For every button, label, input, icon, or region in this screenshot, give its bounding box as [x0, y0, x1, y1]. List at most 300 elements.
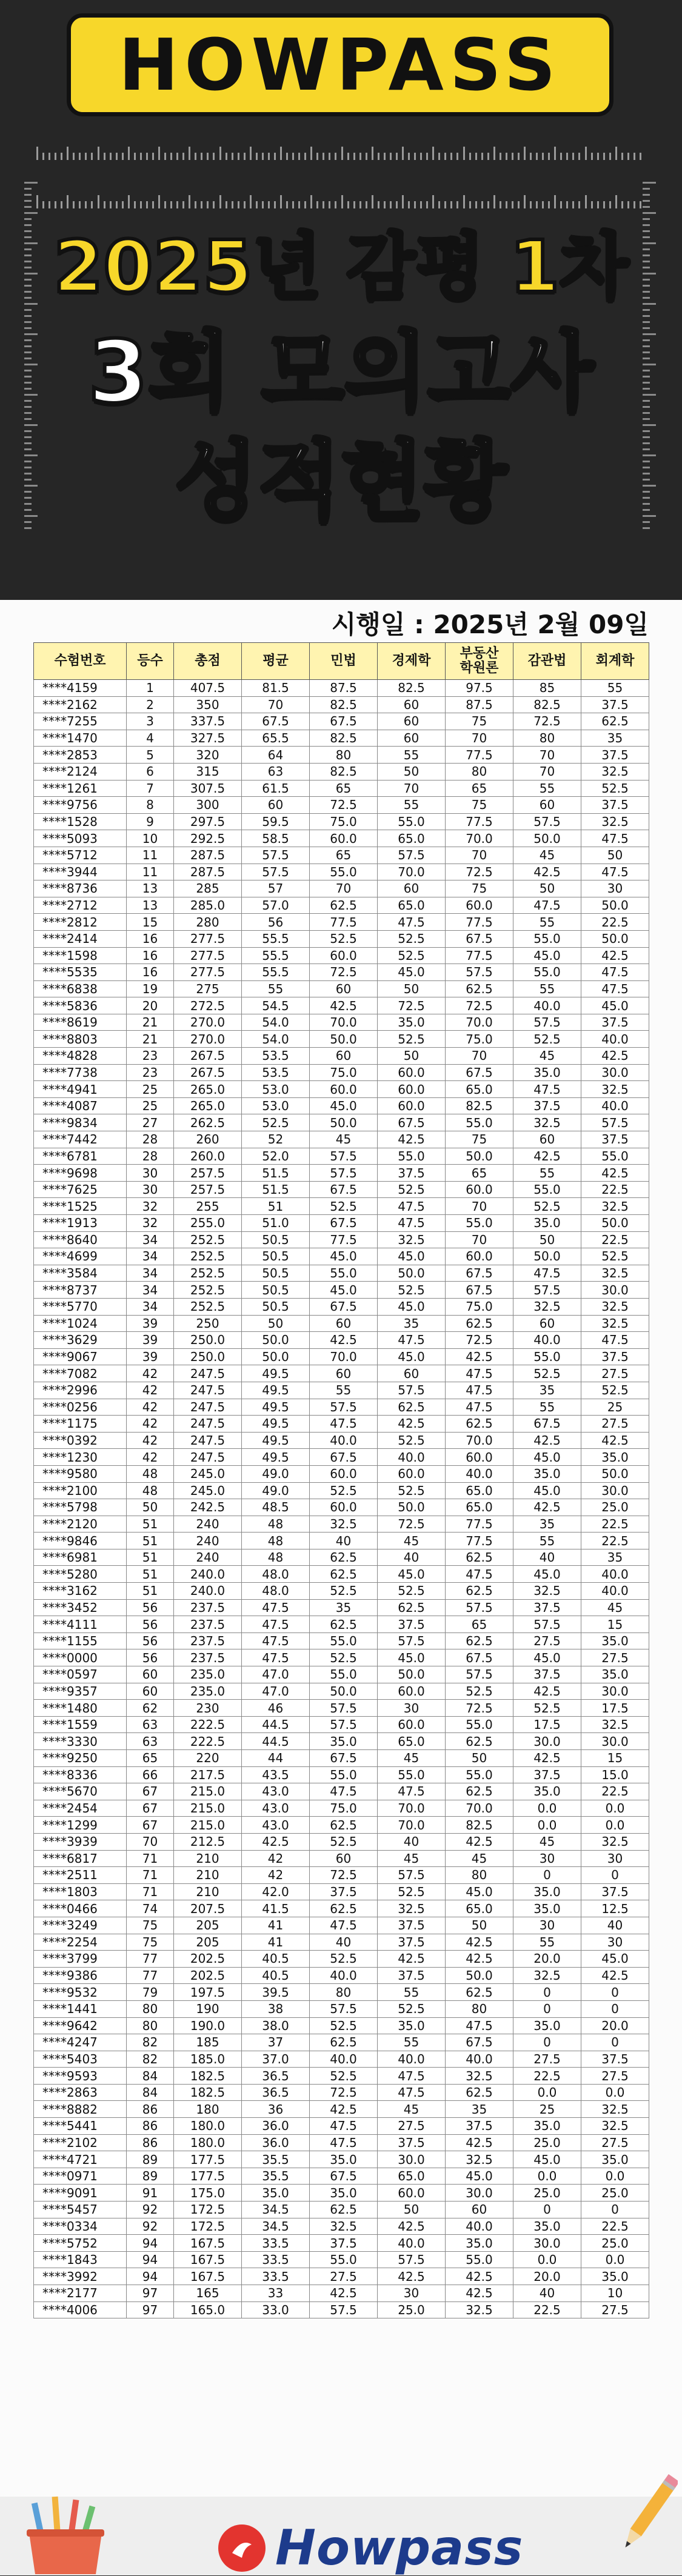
table-row — [34, 1700, 649, 1717]
score-cell: 74 — [127, 1900, 174, 1917]
candidate-id-cell: ****2863 — [34, 2084, 127, 2101]
score-cell: 51 — [242, 1198, 310, 1215]
score-cell: 45.0 — [446, 1883, 513, 1900]
score-cell: 37.5 — [378, 1616, 446, 1633]
score-cell: 175.0 — [174, 2185, 242, 2202]
score-cell: 182.5 — [174, 2084, 242, 2101]
score-cell: 9 — [127, 813, 174, 830]
score-cell: 51 — [127, 1566, 174, 1583]
score-cell: 55.0 — [446, 1215, 513, 1232]
score-cell: 10 — [581, 2285, 649, 2302]
score-cell: 67.5 — [310, 1215, 378, 1232]
score-cell: 45.0 — [446, 2168, 513, 2185]
score-cell: 48.0 — [242, 1583, 310, 1600]
score-cell: 16 — [127, 964, 174, 981]
score-cell: 57.5 — [378, 1382, 446, 1399]
score-cell: 42.5 — [581, 1967, 649, 1984]
score-cell: 92 — [127, 2202, 174, 2218]
score-cell: 35.0 — [513, 1883, 581, 1900]
table-row — [34, 1198, 649, 1215]
score-cell: 52.5 — [513, 1198, 581, 1215]
score-cell: 47.5 — [310, 1917, 378, 1934]
score-cell: 82.5 — [446, 1097, 513, 1114]
score-cell: 67.5 — [446, 1064, 513, 1081]
score-cell: 45 — [513, 847, 581, 864]
score-cell: 42 — [127, 1365, 174, 1382]
score-cell: 35.0 — [446, 2235, 513, 2252]
score-cell: 94 — [127, 2235, 174, 2252]
score-cell: 35.0 — [581, 1632, 649, 1649]
score-cell: 37.5 — [581, 1348, 649, 1365]
score-cell: 62.5 — [378, 1599, 446, 1616]
score-cell: 86 — [127, 2118, 174, 2135]
exam-title: 2025년 감평 1차 — [53, 225, 629, 308]
score-cell: 42.5 — [378, 1416, 446, 1433]
score-cell: 42.5 — [446, 2134, 513, 2151]
score-cell: 40 — [378, 1833, 446, 1850]
score-cell: 77.5 — [446, 947, 513, 964]
score-cell: 70 — [446, 730, 513, 747]
score-cell: 57.5 — [310, 1148, 378, 1165]
score-cell: 60 — [127, 1683, 174, 1700]
score-cell: 37.5 — [446, 2118, 513, 2135]
score-cell: 49.5 — [242, 1432, 310, 1449]
score-cell: 70 — [242, 696, 310, 713]
score-cell: 205 — [174, 1917, 242, 1934]
score-cell: 49.5 — [242, 1382, 310, 1399]
score-cell: 50.0 — [310, 1683, 378, 1700]
score-cell: 337.5 — [174, 713, 242, 730]
candidate-id-cell: ****5752 — [34, 2235, 127, 2252]
score-cell: 33.0 — [242, 2301, 310, 2318]
score-cell: 33 — [242, 2285, 310, 2302]
score-cell: 40 — [581, 1917, 649, 1934]
score-cell: 280 — [174, 914, 242, 931]
score-cell: 240.0 — [174, 1566, 242, 1583]
score-cell: 180 — [174, 2101, 242, 2118]
score-cell: 47.5 — [581, 1332, 649, 1349]
candidate-id-cell: ****2102 — [34, 2134, 127, 2151]
score-cell: 47.5 — [310, 1416, 378, 1433]
candidate-id-cell: ****1803 — [34, 1883, 127, 1900]
table-row — [34, 1867, 649, 1884]
score-cell: 84 — [127, 2068, 174, 2085]
score-cell: 0 — [581, 1867, 649, 1884]
score-cell: 240 — [174, 1533, 242, 1549]
score-cell: 35.0 — [310, 1733, 378, 1750]
score-cell: 55.0 — [581, 1148, 649, 1165]
score-cell: 33.5 — [242, 2235, 310, 2252]
score-cell: 60.0 — [446, 1248, 513, 1265]
score-cell: 57.5 — [242, 864, 310, 880]
score-cell: 47.5 — [581, 864, 649, 880]
candidate-id-cell: ****5535 — [34, 964, 127, 981]
score-cell: 53.5 — [242, 1048, 310, 1065]
score-cell: 287.5 — [174, 864, 242, 880]
score-cell: 75 — [127, 1934, 174, 1951]
score-cell: 165.0 — [174, 2301, 242, 2318]
score-cell: 50.0 — [513, 830, 581, 847]
score-cell: 44.5 — [242, 1733, 310, 1750]
score-cell: 52.5 — [446, 1683, 513, 1700]
candidate-id-cell: ****6817 — [34, 1850, 127, 1867]
score-cell: 35 — [513, 1382, 581, 1399]
score-cell: 50.5 — [242, 1231, 310, 1248]
score-cell: 202.5 — [174, 1967, 242, 1984]
score-cell: 57.5 — [513, 813, 581, 830]
score-cell: 60 — [513, 797, 581, 814]
candidate-id-cell: ****1024 — [34, 1315, 127, 1332]
score-cell: 34 — [127, 1248, 174, 1265]
score-cell: 220 — [174, 1750, 242, 1767]
candidate-id-cell: ****2511 — [34, 1867, 127, 1884]
score-cell: 48 — [242, 1516, 310, 1533]
candidate-id-cell: ****3799 — [34, 1951, 127, 1968]
score-cell: 55.0 — [513, 930, 581, 947]
exam-date: 시행일 : 2025년 2월 09일 — [331, 610, 649, 639]
score-cell: 62.5 — [446, 2084, 513, 2101]
score-cell: 40.0 — [378, 1449, 446, 1466]
score-cell: 23 — [127, 1048, 174, 1065]
score-cell: 48 — [242, 1533, 310, 1549]
score-cell: 37.5 — [581, 1883, 649, 1900]
table-row — [34, 1917, 649, 1934]
score-cell: 44 — [242, 1750, 310, 1767]
score-cell: 56 — [127, 1616, 174, 1633]
score-cell: 60 — [127, 1666, 174, 1683]
candidate-id-cell: ****1441 — [34, 2000, 127, 2017]
candidate-id-cell: ****5798 — [34, 1499, 127, 1516]
score-cell: 45.0 — [378, 964, 446, 981]
score-cell: 237.5 — [174, 1649, 242, 1666]
candidate-id-cell: ****3584 — [34, 1265, 127, 1282]
score-cell: 80 — [127, 2000, 174, 2017]
score-cell: 37.5 — [378, 1917, 446, 1934]
table-header-row — [34, 643, 649, 680]
column-header: 민법 — [310, 643, 378, 680]
score-cell: 20.0 — [513, 2268, 581, 2285]
score-cell: 0.0 — [513, 2084, 581, 2101]
score-cell: 27.5 — [581, 2068, 649, 2085]
score-cell: 35.0 — [581, 2268, 649, 2285]
score-cell: 25.0 — [513, 2185, 581, 2202]
candidate-id-cell: ****3944 — [34, 864, 127, 880]
candidate-id-cell: ****9091 — [34, 2185, 127, 2202]
table-row — [34, 930, 649, 947]
candidate-id-cell: ****2124 — [34, 763, 127, 780]
candidate-id-cell: ****4111 — [34, 1616, 127, 1633]
candidate-id-cell: ****1480 — [34, 1700, 127, 1717]
score-cell: 50.0 — [378, 1265, 446, 1282]
score-cell: 267.5 — [174, 1064, 242, 1081]
column-header: 감관법 — [513, 643, 581, 680]
score-cell: 247.5 — [174, 1382, 242, 1399]
score-cell: 55.0 — [446, 1716, 513, 1733]
score-cell: 40.0 — [513, 1332, 581, 1349]
score-cell: 45.0 — [378, 1248, 446, 1265]
score-cell: 36 — [242, 2101, 310, 2118]
table-row — [34, 2235, 649, 2252]
score-cell: 40.0 — [581, 1566, 649, 1583]
table-row — [34, 1031, 649, 1048]
score-cell: 52.5 — [378, 1883, 446, 1900]
score-cell: 62.5 — [310, 1817, 378, 1834]
table-row — [34, 1097, 649, 1114]
candidate-id-cell: ****8736 — [34, 880, 127, 897]
candidate-id-cell: ****0256 — [34, 1399, 127, 1416]
score-cell: 72.5 — [378, 997, 446, 1014]
score-cell: 210 — [174, 1883, 242, 1900]
score-cell: 255 — [174, 1198, 242, 1215]
score-cell: 42.5 — [581, 947, 649, 964]
score-cell: 42 — [127, 1399, 174, 1416]
score-cell: 55.0 — [513, 1348, 581, 1365]
score-cell: 55.0 — [378, 1766, 446, 1783]
score-cell: 57.5 — [513, 1616, 581, 1633]
score-cell: 60.0 — [378, 1081, 446, 1098]
score-cell: 35 — [310, 1599, 378, 1616]
candidate-id-cell: ****1559 — [34, 1716, 127, 1733]
column-header: 경제학 — [378, 643, 446, 680]
score-cell: 89 — [127, 2151, 174, 2168]
score-cell: 55.0 — [513, 1181, 581, 1198]
score-cell: 47.5 — [310, 1783, 378, 1800]
score-cell: 252.5 — [174, 1231, 242, 1248]
score-cell: 33.5 — [242, 2268, 310, 2285]
score-cell: 47.5 — [513, 1265, 581, 1282]
score-cell: 70 — [513, 763, 581, 780]
score-cell: 25.0 — [581, 1499, 649, 1516]
score-cell: 47.5 — [310, 2134, 378, 2151]
score-cell: 32.5 — [581, 763, 649, 780]
score-cell: 52.5 — [513, 1031, 581, 1048]
candidate-id-cell: ****0466 — [34, 1900, 127, 1917]
score-cell: 257.5 — [174, 1165, 242, 1182]
score-cell: 56 — [127, 1649, 174, 1666]
score-cell: 62.5 — [446, 1315, 513, 1332]
score-cell: 81.5 — [242, 680, 310, 697]
score-cell: 59.5 — [242, 813, 310, 830]
score-cell: 61.5 — [242, 780, 310, 797]
score-cell: 30.0 — [513, 2235, 581, 2252]
score-cell: 40.0 — [446, 2218, 513, 2235]
table-row — [34, 1181, 649, 1198]
score-cell: 75 — [446, 713, 513, 730]
score-cell: 47.5 — [446, 1566, 513, 1583]
score-cell: 70.0 — [446, 1432, 513, 1449]
score-cell: 47.5 — [242, 1599, 310, 1616]
score-cell: 55.0 — [310, 1666, 378, 1683]
candidate-id-cell: ****2254 — [34, 1934, 127, 1951]
score-cell: 40.0 — [310, 1432, 378, 1449]
table-row — [34, 1081, 649, 1098]
score-cell: 60.0 — [310, 830, 378, 847]
score-cell: 65.0 — [378, 897, 446, 914]
score-cell: 50 — [513, 880, 581, 897]
score-cell: 12.5 — [581, 1900, 649, 1917]
candidate-id-cell: ****3939 — [34, 1833, 127, 1850]
score-cell: 35.0 — [378, 1014, 446, 1031]
score-cell: 40.0 — [581, 1031, 649, 1048]
table-row — [34, 1800, 649, 1817]
score-cell: 47.5 — [378, 1332, 446, 1349]
score-cell: 42.5 — [446, 2268, 513, 2285]
score-cell: 167.5 — [174, 2235, 242, 2252]
table-row — [34, 2000, 649, 2017]
score-cell: 33.5 — [242, 2251, 310, 2268]
candidate-id-cell: ****9834 — [34, 1114, 127, 1131]
score-cell: 77.5 — [446, 747, 513, 764]
score-cell: 50.0 — [310, 1031, 378, 1048]
score-cell: 84 — [127, 2084, 174, 2101]
score-cell: 42.5 — [310, 1332, 378, 1349]
score-cell: 67.5 — [310, 1750, 378, 1767]
candidate-id-cell: ****5670 — [34, 1783, 127, 1800]
score-cell: 4 — [127, 730, 174, 747]
score-cell: 67.5 — [378, 1114, 446, 1131]
score-cell: 30 — [127, 1165, 174, 1182]
candidate-id-cell: ****9250 — [34, 1750, 127, 1767]
score-cell: 67.5 — [446, 1282, 513, 1299]
score-cell: 65 — [310, 847, 378, 864]
score-cell: 62.5 — [446, 980, 513, 997]
score-cell: 77 — [127, 1951, 174, 1968]
candidate-id-cell: ****1843 — [34, 2251, 127, 2268]
score-cell: 45 — [310, 1131, 378, 1148]
score-cell: 32 — [127, 1215, 174, 1232]
score-cell: 62.5 — [446, 1583, 513, 1600]
score-cell: 55 — [513, 780, 581, 797]
score-cell: 300 — [174, 797, 242, 814]
score-cell: 250.0 — [174, 1332, 242, 1349]
score-cell: 47.5 — [378, 914, 446, 931]
score-cell: 63 — [242, 763, 310, 780]
score-cell: 30.0 — [581, 1733, 649, 1750]
score-cell: 55.0 — [513, 964, 581, 981]
score-cell: 11 — [127, 847, 174, 864]
table-row — [34, 830, 649, 847]
score-cell: 50.0 — [310, 1114, 378, 1131]
table-row — [34, 1282, 649, 1299]
score-cell: 70 — [310, 880, 378, 897]
score-cell: 34 — [127, 1282, 174, 1299]
score-cell: 36.5 — [242, 2068, 310, 2085]
score-cell: 40.5 — [242, 1967, 310, 1984]
score-cell: 52.5 — [378, 1031, 446, 1048]
score-cell: 50.5 — [242, 1248, 310, 1265]
score-cell: 55.0 — [310, 2251, 378, 2268]
table-row — [34, 1449, 649, 1466]
score-cell: 35.0 — [310, 2151, 378, 2168]
score-cell: 62.5 — [310, 1900, 378, 1917]
score-cell: 167.5 — [174, 2251, 242, 2268]
candidate-id-cell: ****9580 — [34, 1465, 127, 1482]
score-cell: 252.5 — [174, 1298, 242, 1315]
score-cell: 40.0 — [378, 2235, 446, 2252]
score-cell: 82 — [127, 2051, 174, 2068]
score-cell: 52.0 — [242, 1148, 310, 1165]
score-cell: 60.0 — [446, 1449, 513, 1466]
table-row — [34, 1315, 649, 1332]
score-cell: 35.0 — [242, 2185, 310, 2202]
score-cell: 27.5 — [581, 2134, 649, 2151]
score-cell: 75 — [127, 1917, 174, 1934]
score-cell: 82.5 — [310, 730, 378, 747]
table-row — [34, 1432, 649, 1449]
score-cell: 42.5 — [310, 2101, 378, 2118]
score-cell: 80 — [446, 1867, 513, 1884]
candidate-id-cell: ****4721 — [34, 2151, 127, 2168]
score-cell: 32 — [127, 1198, 174, 1215]
score-cell: 55 — [310, 1382, 378, 1399]
score-cell: 40.0 — [581, 1583, 649, 1600]
score-cell: 25.0 — [581, 2235, 649, 2252]
table-row — [34, 1883, 649, 1900]
column-header: 부동산 학원론 — [446, 643, 513, 680]
candidate-id-cell: ****2120 — [34, 1516, 127, 1533]
score-cell: 51.5 — [242, 1165, 310, 1182]
score-cell: 57.5 — [242, 847, 310, 864]
score-cell: 40.0 — [310, 1967, 378, 1984]
ruler-decoration — [36, 144, 646, 160]
score-cell: 32.5 — [446, 2301, 513, 2318]
score-cell: 45.0 — [513, 2151, 581, 2168]
score-cell: 35.0 — [513, 1465, 581, 1482]
table-row — [34, 780, 649, 797]
score-cell: 42 — [127, 1449, 174, 1466]
score-cell: 30 — [127, 1181, 174, 1198]
candidate-id-cell: ****1598 — [34, 947, 127, 964]
score-cell: 57.5 — [446, 1666, 513, 1683]
score-cell: 64 — [242, 747, 310, 764]
score-cell: 72.5 — [446, 1332, 513, 1349]
score-cell: 207.5 — [174, 1900, 242, 1917]
score-cell: 67.5 — [310, 1298, 378, 1315]
score-cell: 72.5 — [310, 797, 378, 814]
table-row — [34, 1967, 649, 1984]
score-cell: 15 — [127, 914, 174, 931]
table-row — [34, 2218, 649, 2235]
score-cell: 43.0 — [242, 1800, 310, 1817]
score-cell: 60.0 — [446, 897, 513, 914]
candidate-id-cell: ****9642 — [34, 2017, 127, 2034]
score-cell: 40 — [310, 1533, 378, 1549]
score-cell: 50 — [378, 2202, 446, 2218]
score-cell: 25.0 — [581, 2185, 649, 2202]
score-cell: 60 — [378, 730, 446, 747]
table-row — [34, 1215, 649, 1232]
score-cell: 52.5 — [378, 1482, 446, 1499]
score-cell: 35.0 — [513, 2218, 581, 2235]
score-cell: 22.5 — [513, 2301, 581, 2318]
score-cell: 407.5 — [174, 680, 242, 697]
candidate-id-cell: ****2812 — [34, 914, 127, 931]
table-row — [34, 880, 649, 897]
score-cell: 39 — [127, 1348, 174, 1365]
score-cell: 87.5 — [446, 696, 513, 713]
score-cell: 94 — [127, 2268, 174, 2285]
score-cell: 71 — [127, 1867, 174, 1884]
candidate-id-cell: ****1528 — [34, 813, 127, 830]
score-cell: 51.5 — [242, 1181, 310, 1198]
score-cell: 35.0 — [513, 2118, 581, 2135]
score-cell: 77.5 — [446, 813, 513, 830]
score-cell: 40 — [310, 1934, 378, 1951]
score-cell: 45 — [378, 2101, 446, 2118]
score-cell: 62.5 — [446, 1416, 513, 1433]
table-row — [34, 964, 649, 981]
score-cell: 45.0 — [513, 1566, 581, 1583]
